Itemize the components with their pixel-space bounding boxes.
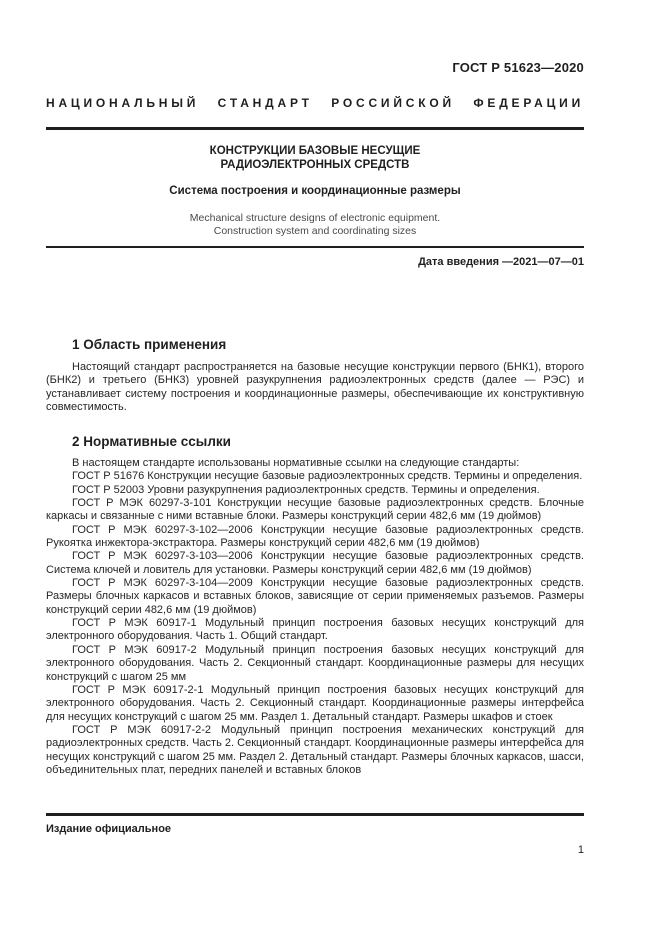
subtitle-english (46, 212, 584, 237)
effective-date: Дата введения —2021—07—01 (418, 256, 584, 268)
standard-reference: ГОСТ Р МЭК 60917-2 Модульный принцип построения базовых несущих конструкций для электронного оборудования. Часть 2. Секционный стандарт. Координационные размеры для несущих конструкций с шагом 25 мм (46, 643, 584, 683)
standard-reference: ГОСТ Р 51676 Конструкции несущие базовые радиоэлектронных средств. Термины и определения. (72, 470, 583, 483)
document-content (46, 0, 584, 935)
section-2-heading: 2 Нормативные ссылки (72, 434, 231, 449)
standard-reference: ГОСТ Р МЭК 60297-3-103—2006 Конструкции несущие базовые радиоэлектронных средств. Система ключей и ловитель для установки. Размеры конструкций серии 482,6 мм (19 дюймов) (46, 550, 584, 576)
page-number: 1 (577, 844, 584, 856)
title-line-2: РАДИОЭЛЕКТРОННЫХ СРЕДСТВ (220, 158, 410, 171)
standard-reference: ГОСТ Р МЭК 60297-3-102—2006 Конструкции несущие базовые радиоэлектронных средств. Рукоятка инжектора-экстрактора. Размеры конструкций серии 482,6 мм (19 дюймов) (46, 523, 584, 550)
title-line-1: КОНСТРУКЦИИ БАЗОВЫЕ НЕСУЩИЕ (209, 145, 421, 157)
subtitle-russian: Система построения и координационные размеры (169, 185, 461, 197)
standard-reference: ГОСТ Р 52003 Уровни разукрупнения радиоэлектронных средств. Термины и определения. (72, 483, 540, 496)
header-divider (46, 127, 584, 130)
paragraph: В настоящем стандарте использованы нормативные ссылки на следующие стандарты: (72, 457, 520, 469)
standard-reference: ГОСТ Р МЭК 60297-3-104—2009 Конструкции несущие базовые радиоэлектронных средств. Размеры блочных каркасов и вставных блоков, зависящие от серии применяемых разъемов. Размеры конструкций серии 482,6 мм (19 дюймов) (46, 577, 584, 616)
paragraph: Настоящий стандарт распространяется на базовые несущие конструкции первого (БНК1), второго (БНК2) и третьего (БНК3) уровней разукрупнения радиоэлектронных средств (далее — РЭС) и устанавливает систему построения и координационные размеры, обеспечивающие их конструктивную совместимость. (46, 361, 584, 414)
standard-reference: ГОСТ Р МЭК 60917-2-2 Модульный принцип построения механических конструкций для радиоэлектронных средств. Часть 2. Секционный стандарт. Координационные размеры интерфейса для несущих конструкций с шагом 25 мм. Раздел 2. Детальный стандарт. Размеры блочных каркасов, шасси, объединительных плат, передних панелей и вставных блоков (46, 723, 584, 776)
footer-divider (46, 813, 584, 816)
national-standard-banner: НАЦИОНАЛЬНЫЙ СТАНДАРТ РОССИЙСКОЙ ФЕДЕРАЦИИ (46, 96, 584, 110)
subtitle-english-line-1: Mechanical structure designs of electronic equipment. (189, 212, 441, 224)
standard-reference: ГОСТ Р МЭК 60917-2-1 Модульный принцип построения базовых несущих конструкций для электронного оборудования. Часть 2. Секционный стандарт. Координационные размеры интерфейса для несущих конструкций с шагом 25 мм. Раздел 1. Детальный стандарт. Размеры шкафов и стоек (46, 683, 584, 723)
standard-reference: ГОСТ Р МЭК 60917-1 Модульный принцип построения базовых несущих конструкций для электронного оборудования. Часть 1. Общий стандарт. (46, 617, 584, 643)
subtitle-english-line-2: Construction system and coordinating sizes (213, 224, 417, 237)
section-2-body (46, 457, 584, 777)
edition-note: Издание официальное (46, 823, 172, 835)
standard-reference: ГОСТ Р МЭК 60297-3-101 Конструкции несущие базовые радиоэлектронных средств. Блочные каркасы и связанные с ними вставные блоки. Размеры конструкций серии 482,6 мм (19 дюймов) (46, 497, 584, 523)
document-title (46, 145, 584, 172)
date-divider (46, 246, 584, 248)
section-1-body (46, 361, 584, 414)
section-1-heading: 1 Область применения (72, 337, 227, 352)
doc-code: ГОСТ Р 51623—2020 (452, 60, 584, 75)
